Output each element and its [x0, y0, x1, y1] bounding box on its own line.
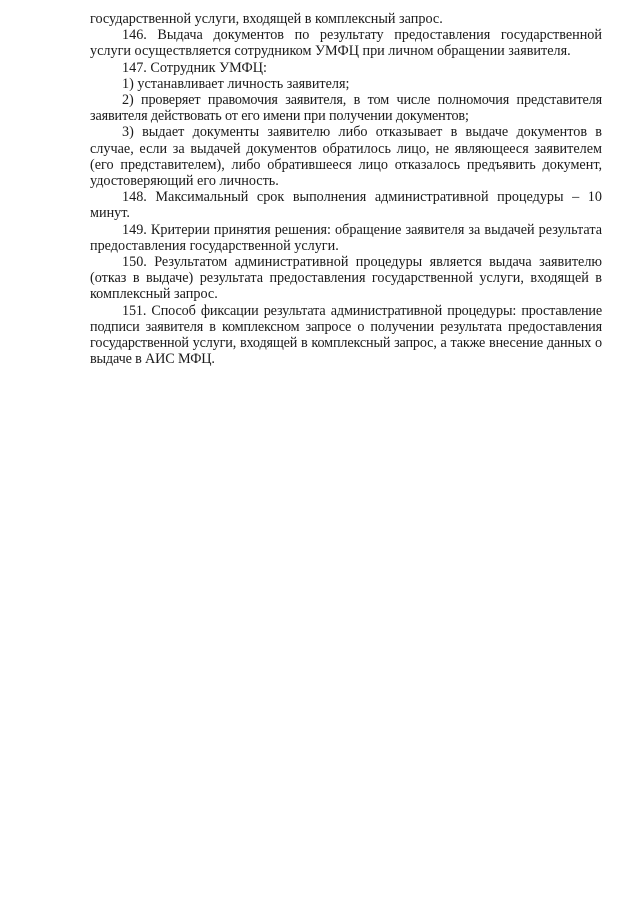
- paragraph-147-item-1: 1) устанавливает личность заявителя;: [122, 75, 350, 92]
- paragraph-148: 148. Максимальный срок выполнения административной процедуры – 10 минут.: [90, 189, 602, 222]
- paragraph-151: 151. Способ фиксации результата административной процедуры: проставление подписи заявителя в комплексном запросе о получении результата предоставления государственной услуги, входящей в комплексный запрос, а также внесение данных о выдаче в АИС МФЦ.: [90, 302, 602, 368]
- paragraph-147-item-2: 2) проверяет правомочия заявителя, в том числе полномочия представителя заявителя действовать от его имени при получении документов;: [90, 92, 602, 125]
- paragraph-continuation: государственной услуги, входящей в комплексный запрос.: [90, 11, 443, 27]
- paragraph-146: 146. Выдача документов по результату предоставления государственной услуги осуществляется сотрудником УМФЦ при личном обращении заявителя.: [90, 27, 602, 60]
- paragraph-149: 149. Критерии принятия решения: обращение заявителя за выдачей результата предоставления государственной услуги.: [90, 221, 602, 254]
- paragraph-150: 150. Результатом административной процедуры является выдача заявителю (отказ в выдаче) результата предоставления государственной услуги, входящей в комплексный запрос.: [90, 254, 602, 303]
- document-page: [90, 11, 602, 367]
- paragraph-147-item-3: 3) выдает документы заявителю либо отказывает в выдаче документов в случае, если за выдачей документов обратилось лицо, не являющееся заявителем (его представителем), либо обратившееся лицо отказалось предъявить документ, удостоверяющий его личность.: [90, 124, 602, 190]
- paragraph-147: 147. Сотрудник УМФЦ:: [122, 59, 267, 76]
